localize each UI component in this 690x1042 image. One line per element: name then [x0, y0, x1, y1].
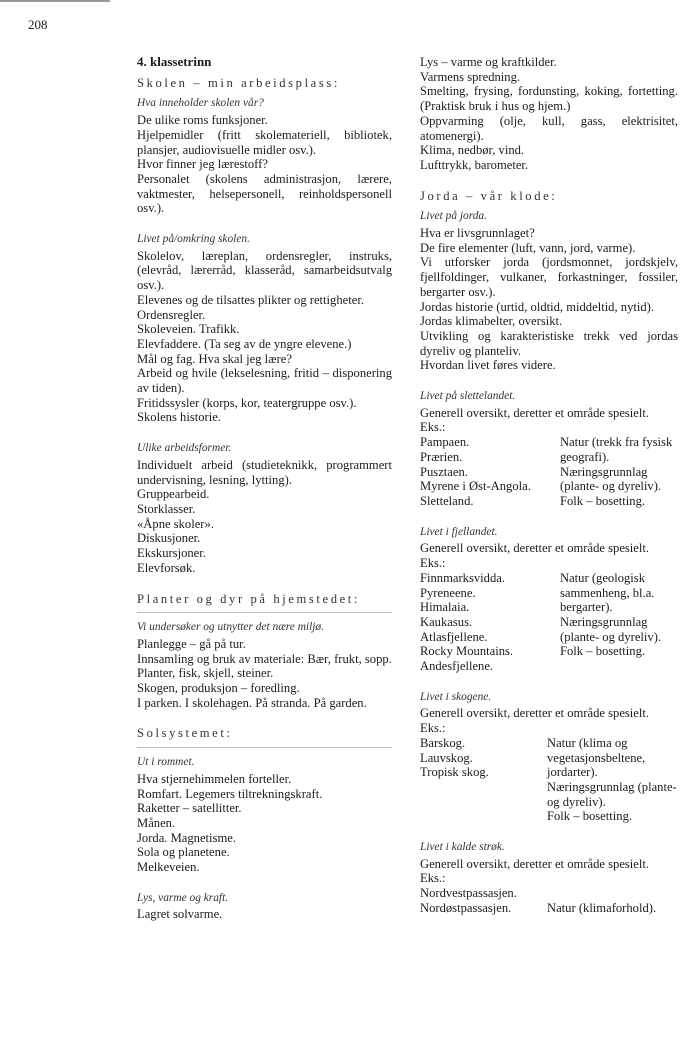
section-heading: Jorda – vår klode: [420, 188, 558, 203]
right-column [420, 55, 678, 924]
eks-label: Eks.: [420, 721, 446, 736]
section-group [137, 441, 392, 575]
text-line: Ekskursjoner. [137, 546, 206, 561]
text-line: Storklasser. [137, 501, 196, 516]
section-rule [137, 612, 392, 613]
text-line: Planter, fisk, skjell, steiner. [137, 666, 274, 681]
text-line: «Åpne skoler». [137, 516, 214, 531]
text-line: Arbeid og hvile (lekselesning, fritid – disponering av tiden). [137, 366, 392, 396]
note-item [547, 886, 678, 901]
text-line: Elevenes og de tilsattes plikter og rettigheter. [137, 292, 364, 307]
section-group [137, 232, 392, 425]
text-line: Jorda. Magnetisme. [137, 830, 236, 845]
notes-list [560, 435, 678, 509]
group-subheading: Ut i rommet. [137, 756, 195, 769]
examples-list [420, 736, 547, 824]
text-line: Smelting, frysing, fordunsting, koking, fortetting. (Praktisk bruk i hus og hjem.) [420, 84, 678, 114]
text-line: Hvor finner jeg lærestoff? [137, 157, 268, 172]
region-block [420, 525, 678, 674]
chapter-title: 4. klassetrinn [137, 54, 212, 69]
note-item: Næringsgrunnlag (plante- og dyreliv). [560, 464, 662, 494]
section-group [137, 891, 392, 922]
example-item: Rocky Mountains. [420, 644, 514, 659]
text-line: Jordas klimabelter, oversikt. [420, 314, 563, 329]
section-group [137, 620, 392, 710]
section-group [137, 755, 392, 875]
example-item: Nordvestpassasjen. [420, 886, 517, 901]
section-group [137, 96, 392, 216]
group-subheading: Hva inneholder skolen vår? [137, 97, 264, 110]
text-line: Oppvarming (olje, kull, gass, elektrisitet, atomenergi). [420, 113, 678, 143]
note-item: Natur (klima og vegetasjonsbeltene, jordarter). [547, 735, 646, 780]
note-item: Folk – bosetting. [560, 644, 646, 659]
text-line: De fire elementer (luft, vann, jord, varme). [420, 240, 636, 255]
example-item: Pyreneene. [420, 585, 476, 600]
text-line: Lufttrykk, barometer. [420, 157, 529, 172]
example-item: Nordøstpassasjen. [420, 900, 512, 915]
region-subheading: Livet i kalde strøk. [420, 841, 505, 854]
example-item: Atlasfjellene. [420, 629, 488, 644]
group-subheading: Vi undersøker og utnytter det nære miljø. [137, 621, 324, 634]
region-table [420, 435, 678, 509]
example-item: Himalaia. [420, 600, 470, 615]
region-block [420, 840, 678, 916]
example-item: Finnmarksvidda. [420, 570, 506, 585]
note-item: Natur (klimaforhold). [547, 900, 657, 915]
region-intro: Generell oversikt, deretter et område spesielt. [420, 541, 650, 556]
text-line: Fritidssysler (korps, kor, teatergruppe osv.). [137, 395, 357, 410]
notes-list [547, 736, 678, 824]
text-line: Hva stjernehimmelen forteller. [137, 771, 292, 786]
text-line: Melkeveien. [137, 860, 200, 875]
text-line: Planlegge – gå på tur. [137, 636, 246, 651]
text-line: I parken. I skolehagen. På stranda. På garden. [137, 695, 367, 710]
group-subheading: Ulike arbeidsformer. [137, 442, 232, 455]
text-line: Utvikling og karakteristiske trekk ved jordas dyreliv og planteliv. [420, 328, 678, 358]
section-group [420, 209, 678, 373]
note-item: Folk – bosetting. [560, 493, 646, 508]
top-edge-line [0, 0, 110, 2]
region-subheading: Livet på slettelandet. [420, 390, 516, 403]
eks-label: Eks.: [420, 556, 446, 571]
text-line: Hva er livsgrunnlaget? [420, 226, 535, 241]
text-line: Personalet (skolens administrasjon, lærere, vaktmester, helsepersonell, reinholdspersonell osv.). [137, 171, 392, 216]
region-intro: Generell oversikt, deretter et område spesielt. [420, 405, 650, 420]
text-line: Skolens historie. [137, 410, 221, 425]
text-line: Romfart. Legemers tiltrekningskraft. [137, 786, 323, 801]
region-table [420, 886, 678, 915]
example-item: Tropisk skog. [420, 765, 489, 780]
section-heading: Solsystemet: [137, 726, 233, 741]
section-heading: Skolen – min arbeidsplass: [137, 75, 340, 90]
region-intro: Generell oversikt, deretter et område spesielt. [420, 706, 650, 721]
text-line: Månen. [137, 815, 176, 830]
text-line: Elevfaddere. (Ta seg av de yngre elevene.) [137, 336, 352, 351]
example-item: Barskog. [420, 735, 466, 750]
example-item: Myrene i Øst-Angola. [420, 479, 531, 494]
group-subheading: Livet på jorda. [420, 210, 487, 223]
note-item: Natur (geologisk sammenheng, bl.a. bergarter). [560, 570, 655, 615]
section-heading: Planter og dyr på hjemstedet: [137, 591, 360, 606]
examples-list [420, 886, 547, 915]
text-line: Varmens spredning. [420, 69, 521, 84]
note-item: Natur (trekk fra fysisk geografi). [560, 435, 673, 464]
text-line: Skoleveien. Trafikk. [137, 322, 240, 337]
text-line: Raketter – satellitter. [137, 801, 242, 816]
example-item: Kaukasus. [420, 614, 473, 629]
intro-block [420, 55, 678, 173]
text-line: Hjelpemidler (fritt skolemateriell, bibliotek, plansjer, audiovisuelle midler osv.). [137, 127, 392, 157]
notes-list [560, 571, 678, 674]
page-number: 208 [28, 17, 48, 32]
text-line: Mål og fag. Hva skal jeg lære? [137, 351, 292, 366]
text-line: Innsamling og bruk av materiale: Bær, frukt, sopp. [137, 651, 392, 666]
examples-list [420, 435, 560, 509]
example-item: Pusztaen. [420, 464, 468, 479]
notes-list [547, 886, 678, 915]
text-line: Vi utforsker jorda (jordsmonnet, jordskjelv, fjellfoldinger, vulkaner, forkastninger, fossiler, bergarter osv.). [420, 255, 678, 299]
note-item: Næringsgrunnlag (plante- og dyreliv). [560, 614, 662, 644]
text-line: Jordas historie (urtid, oldtid, middeltid, nytid). [420, 299, 655, 314]
text-line: Ordensregler. [137, 307, 206, 322]
example-item: Sletteland. [420, 493, 474, 508]
note-item: Næringsgrunnlag (plante- og dyreliv). [547, 779, 677, 809]
region-subheading: Livet i skogene. [420, 690, 492, 703]
group-subheading: Livet på/omkring skolen. [137, 233, 250, 246]
example-item: Pampaen. [420, 435, 470, 450]
text-line: Individuelt arbeid (studieteknikk, programmert undervisning, lesning, lytting). [137, 457, 392, 487]
examples-list [420, 571, 560, 674]
section-rule [137, 747, 392, 748]
text-line: Diskusjoner. [137, 531, 201, 546]
example-item: Andesfjellene. [420, 659, 494, 674]
region-intro: Generell oversikt, deretter et område spesielt. [420, 856, 650, 871]
group-subheading: Lys, varme og kraft. [137, 891, 229, 904]
text-line: De ulike roms funksjoner. [137, 113, 268, 128]
text-line: Hvordan livet føres videre. [420, 358, 556, 373]
region-block [420, 389, 678, 509]
region-table [420, 571, 678, 674]
example-item: Lauvskog. [420, 750, 473, 765]
text-line: Elevforsøk. [137, 560, 196, 575]
region-subheading: Livet i fjellandet. [420, 525, 498, 538]
text-line: Sola og planetene. [137, 845, 230, 860]
text-line: Skolelov, læreplan, ordensregler, instruks, (elevråd, lærerråd, klasseråd, samarbeidsutvalg osv.). [137, 248, 392, 293]
text-line: Klima, nedbør, vind. [420, 143, 525, 158]
text-line: Skogen, produksjon – foredling. [137, 681, 300, 696]
example-item: Prærien. [420, 449, 463, 464]
text-line: Gruppearbeid. [137, 487, 210, 502]
note-item: Folk – bosetting. [547, 809, 633, 824]
left-column [137, 55, 392, 930]
text-line: Lys – varme og kraftkilder. [420, 55, 557, 69]
region-block [420, 690, 678, 824]
text-line: Lagret solvarme. [137, 907, 223, 922]
region-table [420, 736, 678, 824]
eks-label: Eks.: [420, 420, 446, 435]
eks-label: Eks.: [420, 871, 446, 886]
